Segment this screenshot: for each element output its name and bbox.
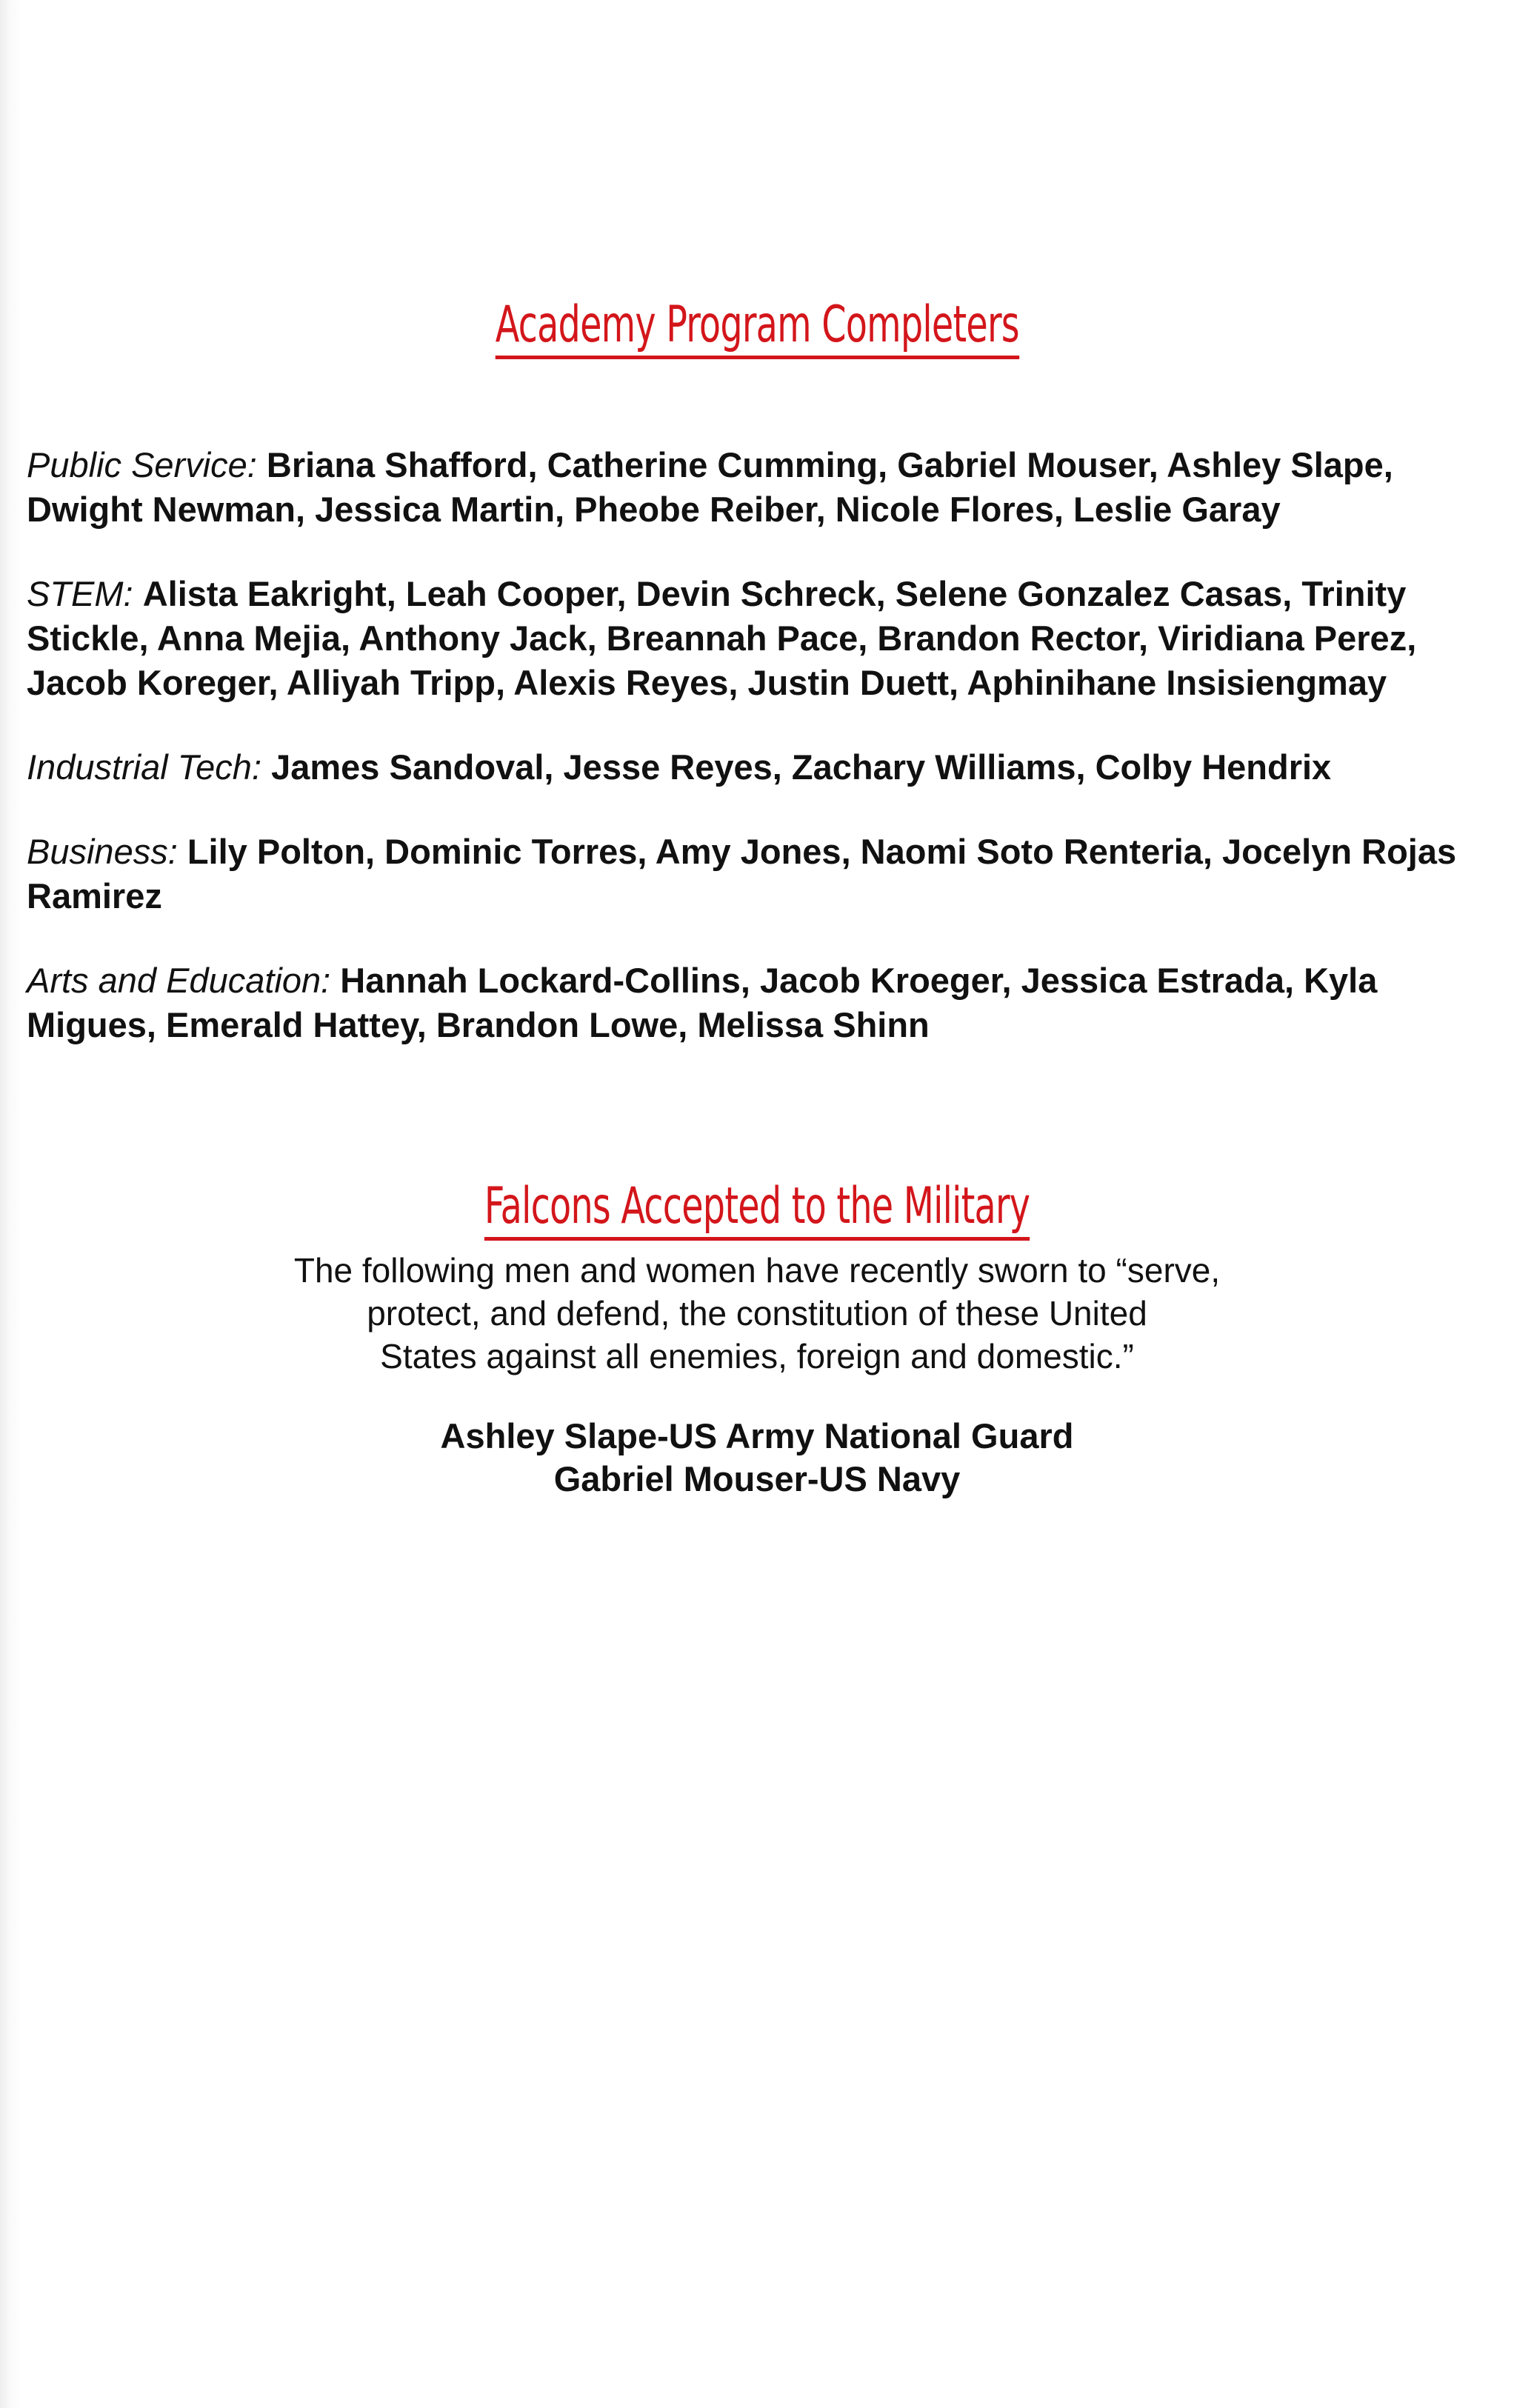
program-names: Lily Polton, Dominic Torres, Amy Jones, Naomi Soto Renteria, Jocelyn Rojas Ramirez [27, 832, 1457, 915]
program-entry-public-service [27, 443, 1493, 532]
enlistee-entry: Gabriel Mouser-US Navy [553, 1459, 961, 1498]
program-label: Industrial Tech: [27, 747, 261, 787]
program-list [27, 443, 1493, 1087]
academy-heading [0, 296, 1514, 359]
program-label: Arts and Education: [27, 961, 331, 1000]
program-label: Business: [27, 832, 178, 871]
enlistee-list [0, 1415, 1514, 1501]
program-names: Hannah Lockard-Collins, Jacob Kroeger, Jessica Estrada, Kyla Migues, Emerald Hattey, Brandon Lowe, Melissa Shinn [27, 961, 1378, 1044]
program-names: James Sandoval, Jesse Reyes, Zachary Williams, Colby Hendrix [271, 747, 1332, 787]
military-intro-line: The following men and women have recently sworn to “serve, [293, 1251, 1221, 1290]
program-names: Alista Eakright, Leah Cooper, Devin Schreck, Selene Gonzalez Casas, Trinity Stickle, Anna Mejia, Anthony Jack, Breannah Pace, Brandon Rector, Viridiana Perez, Jacob Koreger, Alliyah Tripp, Alexis Reyes, Justin Duett, Aphinihane Insisiengmay [27, 574, 1417, 702]
military-title: Falcons Accepted to the Military [484, 1178, 1030, 1241]
academy-title: Academy Program Completers [495, 296, 1018, 359]
program-label: Public Service: [27, 445, 257, 484]
military-heading [0, 1178, 1514, 1241]
program-entry-business [27, 830, 1493, 918]
program-entry-arts-education [27, 958, 1493, 1047]
enlistee-entry: Ashley Slape-US Army National Guard [440, 1416, 1074, 1455]
program-entry-industrial-tech [27, 745, 1493, 790]
military-intro-line: protect, and defend, the constitution of these United [367, 1294, 1147, 1333]
program-entry-stem [27, 572, 1493, 705]
military-intro-line: States against all enemies, foreign and domestic.” [380, 1337, 1134, 1375]
program-label: STEM: [27, 574, 133, 613]
program-names: Briana Shafford, Catherine Cumming, Gabriel Mouser, Ashley Slape, Dwight Newman, Jessica Martin, Pheobe Reiber, Nicole Flores, Leslie Garay [27, 445, 1393, 529]
military-intro [0, 1249, 1514, 1378]
